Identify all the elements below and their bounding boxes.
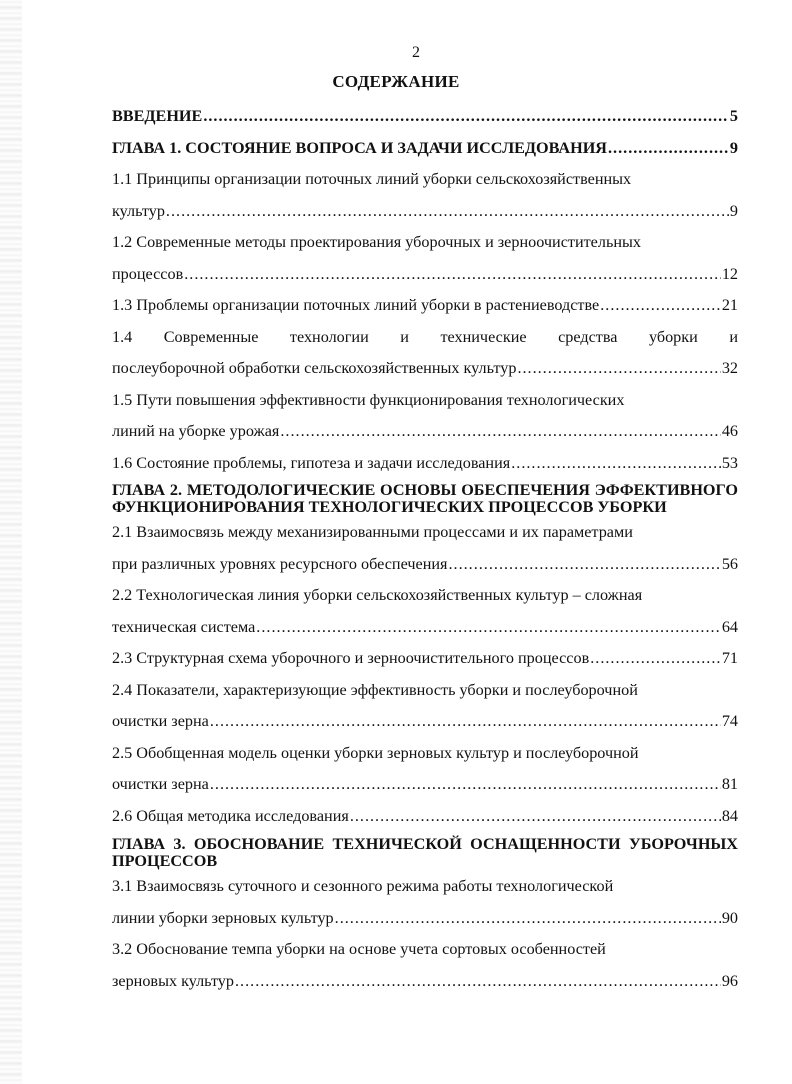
toc-page-number: 90 xyxy=(721,908,738,927)
toc-page-number: 56 xyxy=(721,554,738,573)
toc-entry-chapter-3: ГЛАВА 3. ОБОСНОВАНИЕ ТЕХНИЧЕСКОЙ ОСНАЩЕННОСТИ УБОРОЧНЫХ ПРОЦЕССОВ xyxy=(112,835,738,870)
toc-entry-1-5-line1: 1.5 Пути повышения эффективности функционирования технологических xyxy=(112,390,625,409)
toc-entry-2-5-line2: очистки зерна ..... 81 xyxy=(112,769,738,801)
toc-entry-1-2-line1: 1.2 Современные методы проектирования уборочных и зерноочистительных xyxy=(112,233,641,251)
toc-entry-2-2-line2: техническая система ..... 64 xyxy=(112,612,738,644)
toc-entry-2-4-line2: очистки зерна ..... 74 xyxy=(112,706,738,738)
toc-page-number: 12 xyxy=(721,264,738,283)
toc-page-number: 21 xyxy=(721,296,738,314)
page-number: 2 xyxy=(412,44,420,61)
toc-entry-3-2-line2: зерновых культур ..... 96 xyxy=(112,966,738,998)
toc-entry-2-2-line1: 2.2 Технологическая линия уборки сельскохозяйственных культур – сложная xyxy=(112,586,643,604)
toc-entry-1-1-line2: культур ..... 9 xyxy=(112,196,738,228)
table-of-contents xyxy=(112,101,738,997)
toc-entry-1-4-line2: послеуборочной обработки сельскохозяйственных культур ..... 32 xyxy=(112,353,738,385)
toc-entry-chapter-1: ГЛАВА 1. СОСТОЯНИЕ ВОПРОСА И ЗАДАЧИ ИССЛЕДОВАНИЯ ..... 9 xyxy=(112,133,738,165)
toc-entry-3-2-line1: 3.2 Обоснование темпа уборки на основе учета сортовых особенностей xyxy=(112,940,606,958)
toc-page-number: 81 xyxy=(721,775,738,793)
toc-entry-1-5-line2: линий на уборке урожая ..... 46 xyxy=(112,416,738,448)
toc-entry-2-4-line1: 2.4 Показатели, характеризующие эффективность уборки и послеуборочной xyxy=(112,680,638,699)
toc-page-number: 84 xyxy=(721,806,738,825)
toc-entry-1-6: 1.6 Состояние проблемы, гипотеза и задачи исследования ..... 53 xyxy=(112,448,738,480)
toc-entry-1-1-line1: 1.1 Принципы организации поточных линий уборки сельскохозяйственных xyxy=(112,170,632,188)
toc-page-number: 64 xyxy=(721,617,738,636)
toc-page-number: 71 xyxy=(721,649,738,667)
toc-page-number: 96 xyxy=(721,971,738,990)
toc-entry-2-1-line2: при различных уровнях ресурсного обеспечения ..... 56 xyxy=(112,549,738,581)
scan-edge-artifact xyxy=(0,0,22,1084)
toc-entry-3-1-line2: линии уборки зерновых культур ..... 90 xyxy=(112,903,738,935)
toc-page-number: 5 xyxy=(729,107,738,125)
toc-entry-1-2-line2: процессов ..... 12 xyxy=(112,259,738,291)
toc-entry-2-3: 2.3 Структурная схема уборочного и зерноочистительного процессов ..... 71 xyxy=(112,643,738,675)
toc-entry-1-3: 1.3 Проблемы организации поточных линий уборки в растениеводстве ..... 21 xyxy=(112,290,738,322)
toc-entry-1-4-line1: 1.4 Современные технологии и технические средства уборки и xyxy=(112,327,738,346)
toc-page-number: 9 xyxy=(729,201,738,220)
toc-page-number: 46 xyxy=(721,422,738,440)
toc-page-number: 53 xyxy=(721,453,738,472)
toc-entry-2-1-line1: 2.1 Взаимосвязь между механизированными процессами и их параметрами xyxy=(112,523,633,541)
toc-page-number: 74 xyxy=(721,712,738,730)
toc-title: СОДЕРЖАНИЕ xyxy=(332,72,460,91)
toc-entry-3-1-line1: 3.1 Взаимосвязь суточного и сезонного режима работы технологической xyxy=(112,877,614,895)
toc-entry-2-5-line1: 2.5 Обобщенная модель оценки уборки зерновых культур и послеуборочной xyxy=(112,743,639,762)
toc-page-number: 32 xyxy=(721,359,738,377)
toc-entry-2-6: 2.6 Общая методика исследования ..... 84 xyxy=(112,801,738,833)
toc-entry-chapter-2: ГЛАВА 2. МЕТОДОЛОГИЧЕСКИЕ ОСНОВЫ ОБЕСПЕЧЕНИЯ ЭФФЕКТИВНОГО ФУНКЦИОНИРОВАНИЯ ТЕХНОЛОГИЧЕСКИХ ПРОЦЕССОВ УБОРКИ xyxy=(112,481,738,516)
toc-entry-introduction: ВВЕДЕНИЕ ..... 5 xyxy=(112,101,738,133)
toc-page-number: 9 xyxy=(729,138,738,157)
